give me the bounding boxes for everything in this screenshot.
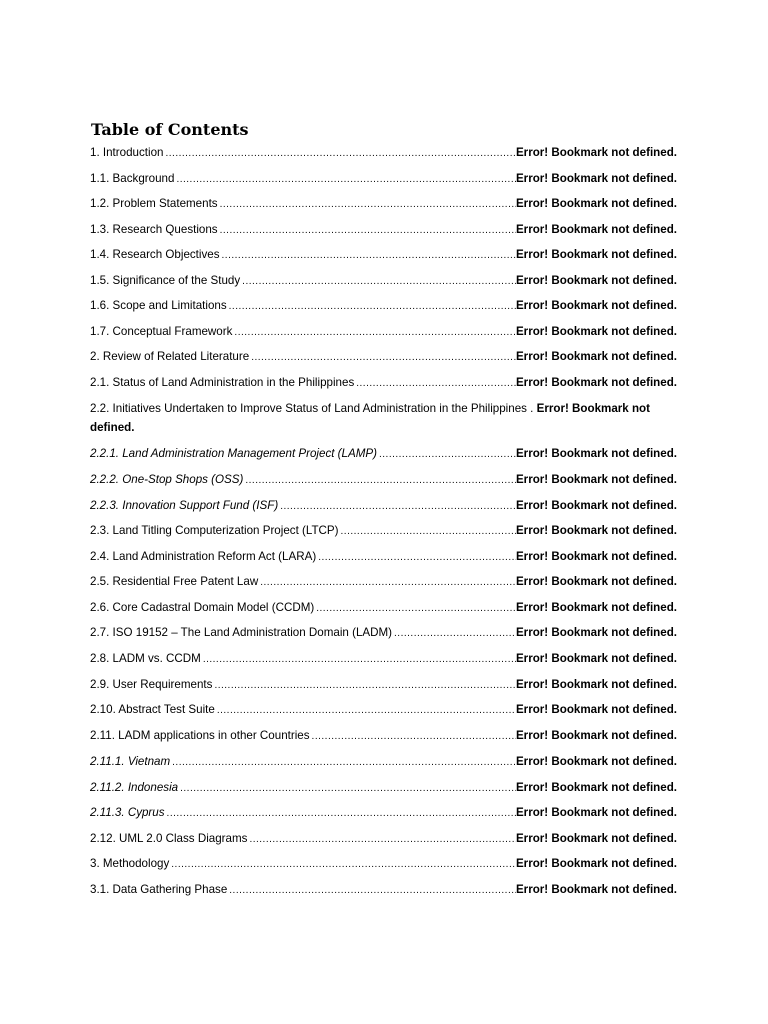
toc-leader-dots: [170, 753, 516, 772]
toc-entry-label: 1.6. Scope and Limitations: [90, 299, 227, 312]
toc-entry-page-ref: Error! Bookmark not defined.: [515, 678, 677, 691]
toc-entry-page-ref: Error! Bookmark not defined.: [515, 755, 677, 768]
toc-entry-page-ref: Error! Bookmark not defined.: [515, 832, 677, 845]
toc-entry-label: 1.2. Problem Statements: [90, 197, 218, 210]
toc-entry-label: 1.5. Significance of the Study: [90, 274, 241, 287]
toc-entry-page-ref: Error! Bookmark not defined.: [515, 146, 677, 159]
toc-entry-label: 2.11.1. Vietnam: [90, 755, 171, 768]
toc-entry-page-ref: Error! Bookmark not defined.: [515, 781, 677, 794]
toc-entry-page-ref: Error! Bookmark not defined.: [515, 524, 677, 537]
toc-entry-label: 2.7. ISO 19152 – The Land Administration Domain (LADM): [90, 626, 393, 639]
toc-entry-label: 2.2.2. One-Stop Shops (OSS): [90, 473, 244, 486]
toc-entry[interactable]: [90, 803, 677, 823]
toc-entry[interactable]: [90, 271, 677, 291]
toc-entry-label: 1.7. Conceptual Framework: [90, 325, 233, 338]
toc-entry-label: 2.2. Initiatives Undertaken to Improve Status of Land Administration in the Philippines .: [90, 402, 537, 415]
toc-entry-page-ref: Error! Bookmark not defined.: [515, 197, 677, 210]
toc-leader-dots: [227, 297, 516, 316]
toc-entry[interactable]: [90, 220, 677, 240]
toc-entry[interactable]: [90, 880, 677, 900]
toc-entry-page-ref: Error! Bookmark not defined.: [515, 473, 677, 486]
toc-entry[interactable]: [90, 296, 677, 316]
toc-leader-dots: [354, 374, 516, 393]
toc-entry-label: 2. Review of Related Literature: [90, 350, 250, 363]
toc-entry[interactable]: [90, 778, 677, 798]
toc-entry-label: 2.2.3. Innovation Support Fund (ISF): [90, 499, 279, 512]
toc-entry-page-ref: Error! Bookmark not defined.: [515, 350, 677, 363]
toc-entry-label: 2.11.2. Indonesia: [90, 781, 179, 794]
toc-leader-dots: [278, 497, 516, 516]
toc-entry-page-ref: Error! Bookmark not defined.: [515, 857, 677, 870]
toc-entry-label: 2.8. LADM vs. CCDM: [90, 652, 201, 665]
toc-entry-page-ref: Error! Bookmark not defined.: [515, 883, 677, 896]
toc-entry-page-ref: Error! Bookmark not defined.: [515, 575, 677, 588]
toc-entry-page-ref: Error! Bookmark not defined.: [515, 729, 677, 742]
toc-entry[interactable]: [90, 470, 677, 490]
toc-entry-page-ref: Error! Bookmark not defined.: [515, 248, 677, 261]
toc-entry-label: 2.12. UML 2.0 Class Diagrams: [90, 832, 248, 845]
toc-entry[interactable]: [90, 399, 677, 437]
toc-entry[interactable]: [90, 675, 677, 695]
toc-leader-dots: [163, 144, 515, 163]
toc-leader-dots: [212, 676, 516, 695]
toc-entry-label: 2.5. Residential Free Patent Law: [90, 575, 259, 588]
toc-entry[interactable]: [90, 194, 677, 214]
toc-leader-dots: [243, 471, 516, 490]
toc-entry-page-ref: Error! Bookmark not defined.: [515, 447, 677, 460]
toc-entry-label: 3. Methodology: [90, 857, 170, 870]
toc-leader-dots: [316, 548, 516, 567]
toc-entry-label: 1. Introduction: [90, 146, 164, 159]
toc-leader-dots: [218, 221, 516, 240]
toc-entry[interactable]: [90, 521, 677, 541]
toc-entry[interactable]: [90, 496, 677, 516]
toc-leader-dots: [247, 830, 516, 849]
toc-entry[interactable]: [90, 444, 677, 464]
toc-leader-dots: [165, 804, 516, 823]
toc-leader-dots: [232, 323, 516, 342]
toc-entry-page-ref: Error! Bookmark not defined.: [515, 550, 677, 563]
toc-entry-page-ref: Error! Bookmark not defined.: [515, 299, 677, 312]
toc-leader-dots: [227, 881, 516, 900]
toc-entry-label: 2.3. Land Titling Computerization Project (LTCP): [90, 524, 339, 537]
toc-entry-page-ref: Error! Bookmark not defined.: [515, 172, 677, 185]
toc-entry[interactable]: [90, 373, 677, 393]
toc-entry-label: 2.11.3. Cyprus: [90, 806, 165, 819]
toc-entry[interactable]: [90, 829, 677, 849]
toc-entry-label: 2.11. LADM applications in other Countries: [90, 729, 310, 742]
toc-leader-dots: [310, 727, 516, 746]
toc-entry-label: 2.10. Abstract Test Suite: [90, 703, 215, 716]
toc-entry[interactable]: [90, 245, 677, 265]
toc-entry[interactable]: [90, 547, 677, 567]
toc-leader-dots: [201, 650, 516, 669]
toc-entry-label: 2.1. Status of Land Administration in the Philippines: [90, 376, 355, 389]
toc-leader-dots: [240, 272, 516, 291]
toc-entry-page-ref: Error! Bookmark not defined.: [515, 806, 677, 819]
toc-entry-label: 2.2.1. Land Administration Management Project (LAMP): [90, 447, 377, 460]
toc-entry[interactable]: [90, 572, 677, 592]
toc-leader-dots: [215, 701, 516, 720]
toc-entry[interactable]: [90, 143, 677, 163]
toc-leader-dots: [174, 170, 516, 189]
toc-entry-page-ref: Error! Bookmark not defined.: [515, 652, 677, 665]
toc-entry[interactable]: [90, 752, 677, 772]
toc-entry[interactable]: [90, 322, 677, 342]
toc-entry-page-ref: Error! Bookmark not defined.: [515, 376, 677, 389]
toc-entry-page-ref: Error! Bookmark not defined.: [515, 601, 677, 614]
toc-entry[interactable]: [90, 726, 677, 746]
toc-entry-page-ref: Error! Bookmark not defined.: [515, 703, 677, 716]
toc-entry-page-ref: Error! Bookmark not defined.: [515, 325, 677, 338]
toc-entry-label: 1.1. Background: [90, 172, 175, 185]
toc-entry-label: 3.1. Data Gathering Phase: [90, 883, 228, 896]
toc-leader-dots: [392, 624, 516, 643]
page-title: Table of Contents: [91, 120, 249, 139]
toc-entry-label: 1.3. Research Questions: [90, 223, 218, 236]
toc-leader-dots: [178, 779, 516, 798]
toc-entry-label: 2.6. Core Cadastral Domain Model (CCDM): [90, 601, 315, 614]
toc-entry[interactable]: [90, 347, 677, 367]
toc-entry[interactable]: [90, 854, 677, 874]
toc-entry-page-ref: Error! Bookmark not defined.: [515, 499, 677, 512]
toc-entry-label: 2.4. Land Administration Reform Act (LARA): [90, 550, 317, 563]
toc-leader-dots: [218, 195, 516, 214]
toc-entry-page-ref: Error! Bookmark not defined.: [90, 402, 650, 434]
toc-leader-dots: [220, 246, 516, 265]
toc-entry-label: 1.4. Research Objectives: [90, 248, 220, 261]
toc-leader-dots: [377, 445, 516, 464]
toc-entry-page-ref: Error! Bookmark not defined.: [515, 223, 677, 236]
toc-leader-dots: [314, 599, 516, 618]
toc-leader-dots: [339, 522, 516, 541]
toc-leader-dots: [169, 855, 516, 874]
toc-entry[interactable]: [90, 623, 677, 643]
toc-entry[interactable]: [90, 700, 677, 720]
toc-entry-label: 2.9. User Requirements: [90, 678, 213, 691]
toc-leader-dots: [258, 573, 516, 592]
toc-entry[interactable]: [90, 598, 677, 618]
toc-entry-page-ref: Error! Bookmark not defined.: [515, 274, 677, 287]
toc-entry[interactable]: [90, 169, 677, 189]
toc-entry[interactable]: [90, 649, 677, 669]
toc-entry-page-ref: Error! Bookmark not defined.: [515, 626, 677, 639]
toc-leader-dots: [249, 348, 516, 367]
